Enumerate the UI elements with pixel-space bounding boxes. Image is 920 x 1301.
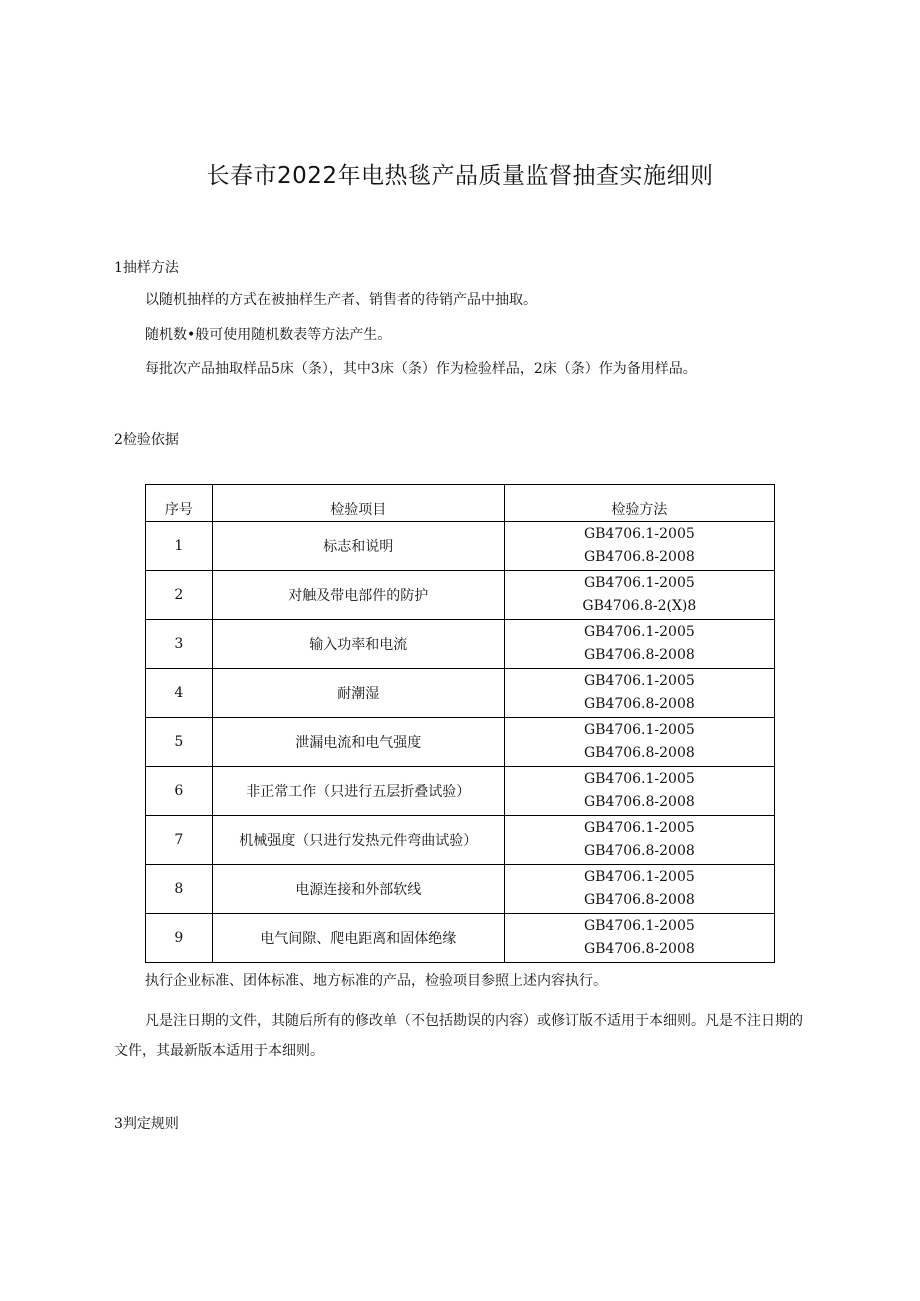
method-standard: GB4706.8-2008 xyxy=(583,745,695,761)
method-standard: GB4706.8-2008 xyxy=(583,549,695,565)
row-serial-number: 9 xyxy=(146,914,213,963)
row-inspection-methods xyxy=(504,620,774,669)
method-standard: GB4706.1-2005 xyxy=(583,722,695,738)
method-standard: GB4706.1-2005 xyxy=(583,918,695,934)
method-standard: GB4706.8-2008 xyxy=(583,892,695,908)
sampling-paragraph-2: 随机数•般可使用随机数表等方法产生。 xyxy=(145,327,392,343)
sampling-paragraph-3: 每批次产品抽取样品5床（条），其中3床（条）作为检验样品，2床（条）作为备用样品。 xyxy=(145,361,697,377)
document-title: 长春市2022年电热毯产品质量监督抽查实施细则 xyxy=(206,163,714,189)
method-standard: GB4706.8-2008 xyxy=(583,647,695,663)
row-inspection-methods xyxy=(504,865,774,914)
row-inspection-item: 输入功率和电流 xyxy=(212,620,504,669)
method-standard: GB4706.8-2(X)8 xyxy=(582,598,697,614)
row-inspection-item: 标志和说明 xyxy=(212,522,504,571)
method-standard: GB4706.1-2005 xyxy=(583,624,695,640)
note-dated-documents: 凡是注日期的文件，其随后所有的修改单（不包括勘误的内容）或修订版不适用于本细则。凡是不注日期的文件，其最新版本适用于本细则。 xyxy=(114,1013,803,1059)
row-serial-number: 6 xyxy=(146,767,213,816)
method-standard: GB4706.1-2005 xyxy=(583,673,695,689)
row-serial-number: 4 xyxy=(146,669,213,718)
table-row xyxy=(146,571,775,620)
row-inspection-item: 耐潮湿 xyxy=(212,669,504,718)
row-inspection-methods xyxy=(504,914,774,963)
method-standard: GB4706.8-2008 xyxy=(583,843,695,859)
method-standard: GB4706.8-2008 xyxy=(583,696,695,712)
row-inspection-methods xyxy=(504,767,774,816)
row-serial-number: 3 xyxy=(146,620,213,669)
row-inspection-methods xyxy=(504,571,774,620)
method-standard: GB4706.1-2005 xyxy=(583,575,695,591)
table-row xyxy=(146,620,775,669)
method-standard: GB4706.1-2005 xyxy=(583,820,695,836)
row-inspection-methods xyxy=(504,816,774,865)
header-inspection-item: 检验项目 xyxy=(212,485,504,522)
table-header-row xyxy=(146,485,775,522)
section-2-heading: 2检验依据 xyxy=(114,432,179,448)
table-row xyxy=(146,669,775,718)
header-inspection-method: 检验方法 xyxy=(504,485,774,522)
row-inspection-item: 电气间隙、爬电距离和固体绝缘 xyxy=(212,914,504,963)
row-inspection-item: 非正常工作（只进行五层折叠试验） xyxy=(212,767,504,816)
method-standard: GB4706.8-2008 xyxy=(583,941,695,957)
section-1-heading: 1抽样方法 xyxy=(114,260,179,276)
method-standard: GB4706.8-2008 xyxy=(583,794,695,810)
table-row xyxy=(146,522,775,571)
row-serial-number: 1 xyxy=(146,522,213,571)
table-row xyxy=(146,865,775,914)
row-serial-number: 5 xyxy=(146,718,213,767)
table-row xyxy=(146,718,775,767)
table-row xyxy=(146,816,775,865)
method-standard: GB4706.1-2005 xyxy=(583,869,695,885)
method-standard: GB4706.1-2005 xyxy=(583,771,695,787)
sampling-paragraph-1: 以随机抽样的方式在被抽样生产者、销售者的待销产品中抽取。 xyxy=(145,292,537,308)
section-3-heading: 3判定规则 xyxy=(114,1116,179,1132)
header-serial-number: 序号 xyxy=(146,485,213,522)
row-inspection-item: 泄漏电流和电气强度 xyxy=(212,718,504,767)
table-row xyxy=(146,767,775,816)
method-standard: GB4706.1-2005 xyxy=(583,526,695,542)
inspection-basis-table xyxy=(145,484,775,963)
row-inspection-item: 电源连接和外部软线 xyxy=(212,865,504,914)
table-row xyxy=(146,914,775,963)
row-inspection-item: 对触及带电部件的防护 xyxy=(212,571,504,620)
row-serial-number: 2 xyxy=(146,571,213,620)
row-serial-number: 8 xyxy=(146,865,213,914)
row-inspection-methods xyxy=(504,718,774,767)
row-inspection-methods xyxy=(504,522,774,571)
row-inspection-methods xyxy=(504,669,774,718)
note-other-standards: 执行企业标准、团体标准、地方标准的产品，检验项目参照上述内容执行。 xyxy=(145,973,607,989)
row-inspection-item: 机械强度（只进行发热元件弯曲试验） xyxy=(212,816,504,865)
row-serial-number: 7 xyxy=(146,816,213,865)
